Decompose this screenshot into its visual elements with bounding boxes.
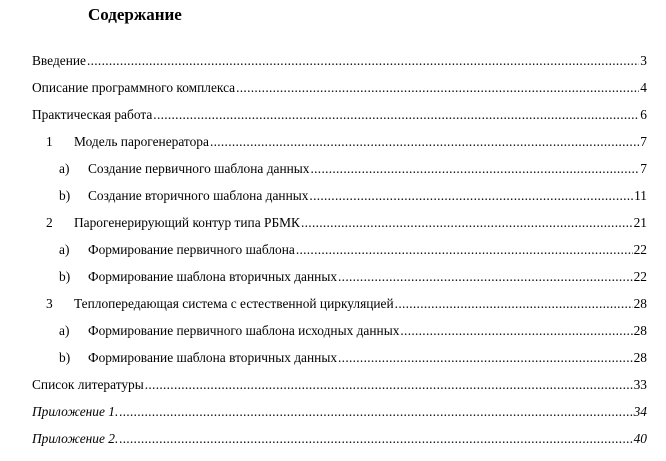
toc-dot-leader [296,242,633,258]
toc-entry[interactable] [59,346,647,366]
toc-entry-label: Формирование шаблона вторичных данных [88,269,338,284]
toc-entry[interactable] [46,292,647,312]
toc-entry-label: Список литературы [32,377,144,392]
toc-entry[interactable] [46,211,647,231]
toc-entry-label: Приложение 2. [32,431,119,446]
toc-entry[interactable] [32,103,647,123]
toc-dot-leader [119,431,632,447]
toc-entry-number: b) [59,350,71,365]
toc-entry-page: 28 [633,296,647,311]
toc-entry-label: Формирование шаблона вторичных данных [88,350,338,365]
toc-entry[interactable] [32,76,647,96]
toc-entry-number: a) [59,161,70,176]
toc-entry-number: a) [59,323,70,338]
toc-entry[interactable] [59,238,647,258]
toc-dot-leader [119,404,632,420]
toc-entry-number: 1 [46,134,53,149]
toc-entry-label: Приложение 1. [32,404,119,419]
toc-entry-page: 34 [633,404,647,419]
toc-entry[interactable] [59,319,647,339]
toc-entry-page: 40 [633,431,647,446]
toc-entry[interactable] [59,157,647,177]
toc-entry-page: 11 [634,188,647,203]
toc-entry-number: 2 [46,215,53,230]
toc-dot-leader [153,107,639,123]
toc-entry-label: Модель парогенератора [74,134,209,149]
toc-title: Содержание [88,5,182,24]
toc-entry-number: a) [59,242,70,257]
toc-entry-page: 21 [633,215,647,230]
toc-entry-number: b) [59,188,71,203]
toc-entry-label: Парогенерирующий контур типа РБМК [74,215,300,230]
toc-entry-label: Формирование первичного шаблона исходных данных [88,323,400,338]
toc-dot-leader [338,269,633,285]
toc-entry-label: Описание программного комплекса [32,80,236,95]
toc-dot-leader [338,350,633,366]
toc-dot-leader [87,53,639,69]
toc-dot-leader [309,188,633,204]
toc-entry-page: 22 [633,242,647,257]
toc-entry-page: 4 [640,80,647,95]
toc-entry-label: Создание первичного шаблона данных [88,161,310,176]
toc-entry-page: 7 [640,161,647,176]
toc-entry-number: b) [59,269,71,284]
toc-entry-page: 6 [640,107,647,122]
toc-entry-page: 7 [640,134,647,149]
toc-dot-leader [210,134,639,150]
toc-dot-leader [236,80,639,96]
toc-entry[interactable] [59,184,647,204]
toc-entry[interactable] [46,130,647,150]
toc-entry-label: Теплопередающая система с естественной циркуляцией [74,296,394,311]
toc-dot-leader [145,377,633,393]
toc-entry-page: 33 [633,377,647,392]
toc-entry-label: Формирование первичного шаблона [88,242,295,257]
toc-entry[interactable] [32,49,647,69]
toc-entry-page: 28 [633,350,647,365]
toc-dot-leader [395,296,633,312]
toc-dot-leader [301,215,633,231]
toc-entry[interactable] [32,373,647,393]
toc-entry[interactable] [32,400,647,420]
toc-entry-label: Практическая работа [32,107,153,122]
toc-entry[interactable] [59,265,647,285]
toc-entry-page: 28 [633,323,647,338]
toc-dot-leader [400,323,632,339]
toc-entry-label: Создание вторичного шаблона данных [88,188,309,203]
toc-entry-number: 3 [46,296,53,311]
toc-entry-page: 22 [633,269,647,284]
toc-entry[interactable] [32,427,647,447]
toc-dot-leader [311,161,640,177]
toc-entry-label: Введение [32,53,86,68]
toc-entry-page: 3 [640,53,647,68]
